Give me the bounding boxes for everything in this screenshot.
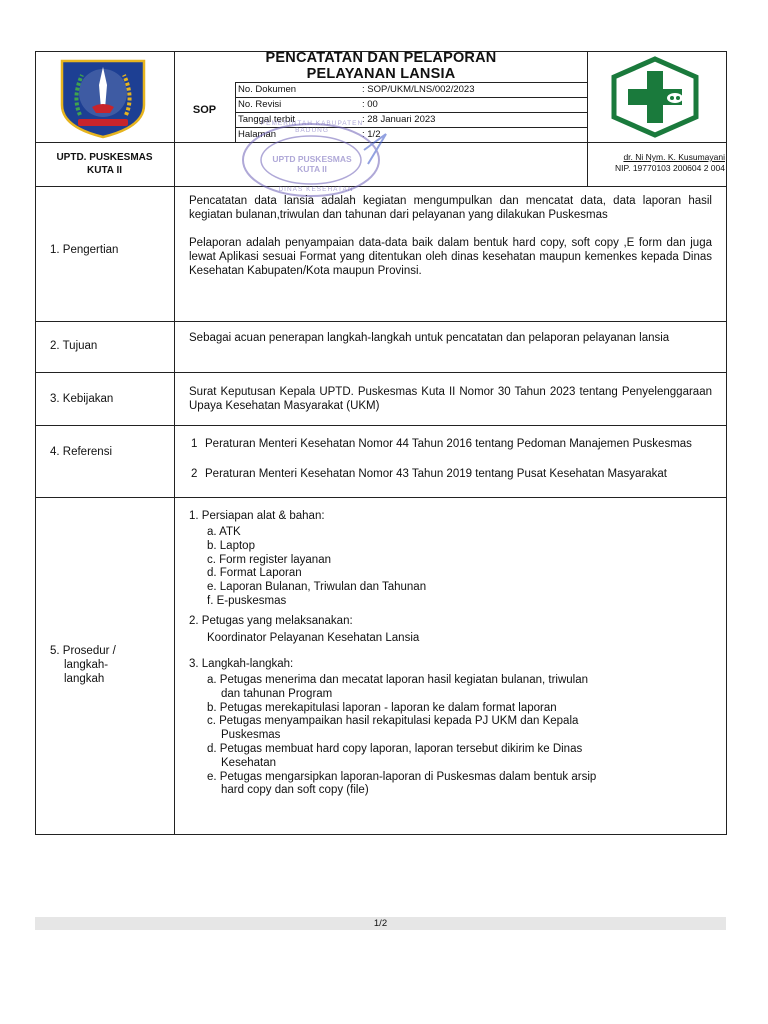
referensi-item xyxy=(191,437,712,451)
header-divider-right xyxy=(587,51,588,186)
meta-row-dokumen xyxy=(238,83,583,97)
langkah-item xyxy=(207,771,596,799)
langkah-item xyxy=(207,715,596,743)
langkah-item xyxy=(207,743,596,771)
alat-item: f. E-puskesmas xyxy=(207,594,287,607)
alat-item: d. Format Laporan xyxy=(207,567,302,580)
label-prosedur xyxy=(50,644,116,686)
stamp-inner xyxy=(256,154,368,174)
signer-name: dr. Ni Nym. K. Kusumayani xyxy=(623,152,725,162)
meta-value: : 00 xyxy=(362,99,378,110)
section-line-prosedur xyxy=(35,497,727,498)
alat-item: e. Laporan Bulanan, Triwulan dan Tahunan xyxy=(207,581,427,594)
langkah-item xyxy=(207,702,596,716)
stamp-ring-top: PEMERINTAH KABUPATEN BADUNG xyxy=(260,120,364,134)
prosedur-label-line-3: langkah xyxy=(64,673,105,685)
meta-label: Tanggal terbit xyxy=(238,114,296,125)
meta-value: : SOP/UKM/LNS/002/2023 xyxy=(362,84,475,95)
label-referensi: 4. Referensi xyxy=(50,446,113,458)
sop-label: SOP xyxy=(192,104,217,116)
langkah-line-1: c. Petugas menyampaikan hasil rekapitulasi kepada PJ UKM dan Kepala xyxy=(207,715,579,728)
langkah-line-2: dan tahunan Program xyxy=(221,687,333,700)
stamp-ring-bottom: DINAS KESEHATAN xyxy=(278,186,354,193)
puskesmas-logo xyxy=(598,55,712,138)
pengertian-paragraph-1: Pencatatan data lansia adalah kegiatan mengumpulkan dan mencatat data, data laporan hasil kegiatan bulanan,triwulan dan tahunan dari pelayanan yang dilakukan Puskesmas xyxy=(189,195,712,221)
meta-label: Halaman xyxy=(238,129,277,140)
langkah-line-2: Puskesmas xyxy=(221,729,281,742)
title-line-1: PENCATATAN DAN PELAPORAN xyxy=(265,50,497,66)
section-line-referensi xyxy=(35,425,727,426)
stamp-inner-line-1: UPTD PUSKESMAS xyxy=(272,154,352,164)
referensi-number: 1 xyxy=(191,438,198,450)
tujuan-text: Sebagai acuan penerapan langkah-langkah untuk pencatatan dan pelaporan pelayanan lansia xyxy=(189,332,670,344)
label-pengertian: 1. Pengertian xyxy=(50,244,119,256)
prosedur-heading-petugas: 2. Petugas yang melaksanakan: xyxy=(189,615,353,627)
document-title xyxy=(235,50,527,82)
header-divider-left xyxy=(174,51,175,835)
label-tujuan: 2. Tujuan xyxy=(50,340,98,352)
alat-list xyxy=(207,526,426,609)
langkah-line-1: b. Petugas merekapitulasi laporan - laporan ke dalam format laporan xyxy=(207,701,557,714)
org-line-2: KUTA II xyxy=(87,165,122,176)
signer xyxy=(589,152,725,174)
langkah-line-2: hard copy dan soft copy (file) xyxy=(221,784,369,797)
page-number: 1/2 xyxy=(373,918,388,929)
prosedur-label-line-1: 5. Prosedur / xyxy=(50,645,116,657)
alat-item: b. Laptop xyxy=(207,539,255,552)
referensi-number: 2 xyxy=(191,468,198,480)
meta-label: No. Revisi xyxy=(238,99,282,110)
kebijakan-text: Surat Keputusan Kepala UPTD. Puskesmas Kuta II Nomor 30 Tahun 2023 tentang Penyelenggaraan Upaya Kesehatan Masyarakat (UKM) xyxy=(189,386,712,412)
alat-item: a. ATK xyxy=(207,526,241,538)
org-line-1: UPTD. PUSKESMAS xyxy=(56,152,153,163)
meta-value: : 28 Januari 2023 xyxy=(362,114,436,125)
section-line-tujuan xyxy=(35,321,727,322)
meta-value: : 1/2 xyxy=(362,129,381,140)
prosedur-heading-langkah: 3. Langkah-langkah: xyxy=(189,658,294,670)
stamp-inner-line-2: KUTA II xyxy=(297,164,327,174)
label-kebijakan: 3. Kebijakan xyxy=(50,393,114,405)
signer-nip: NIP. 19770103 200604 2 004 xyxy=(615,163,725,173)
alat-item: c. Form register layanan xyxy=(207,553,331,566)
langkah-line-1: a. Petugas menerima dan mecatat laporan hasil kegiatan bulanan, triwulan xyxy=(207,674,589,686)
langkah-list xyxy=(207,674,596,798)
referensi-text: Peraturan Menteri Kesehatan Nomor 43 Tahun 2019 tentang Pusat Kesehatan Masyarakat xyxy=(205,468,667,480)
langkah-line-1: e. Petugas mengarsipkan laporan-laporan di Puskesmas dalam bentuk arsip xyxy=(207,770,597,783)
section-line-kebijakan xyxy=(35,372,727,373)
pengertian-paragraph-2: Pelaporan adalah penyampaian data-data baik dalam bentuk hard copy, soft copy ,E form dan juga lewat Aplikasi sesuai Format yang ditentukan oleh dinas kesehatan maupun kemenkes kepada Dinas Kesehatan Kabupaten/Kota maupun Provinsi. xyxy=(189,237,712,277)
referensi-text: Peraturan Menteri Kesehatan Nomor 44 Tahun 2016 tentang Pedoman Manajemen Puskesmas xyxy=(205,438,692,450)
prosedur-label-line-2: langkah- xyxy=(64,659,109,671)
badung-logo xyxy=(52,57,154,139)
langkah-item xyxy=(207,674,596,702)
langkah-line-1: d. Petugas membuat hard copy laporan, laporan tersebut dikirim ke Dinas xyxy=(207,742,583,755)
org-name xyxy=(35,151,174,177)
title-line-2: PELAYANAN LANSIA xyxy=(306,66,456,82)
petugas-text: Koordinator Pelayanan Kesehatan Lansia xyxy=(207,632,420,644)
langkah-line-2: Kesehatan xyxy=(221,756,276,769)
meta-label: No. Dokumen xyxy=(238,84,297,95)
prosedur-heading-persiapan: 1. Persiapan alat & bahan: xyxy=(189,510,325,522)
referensi-item xyxy=(191,467,712,481)
